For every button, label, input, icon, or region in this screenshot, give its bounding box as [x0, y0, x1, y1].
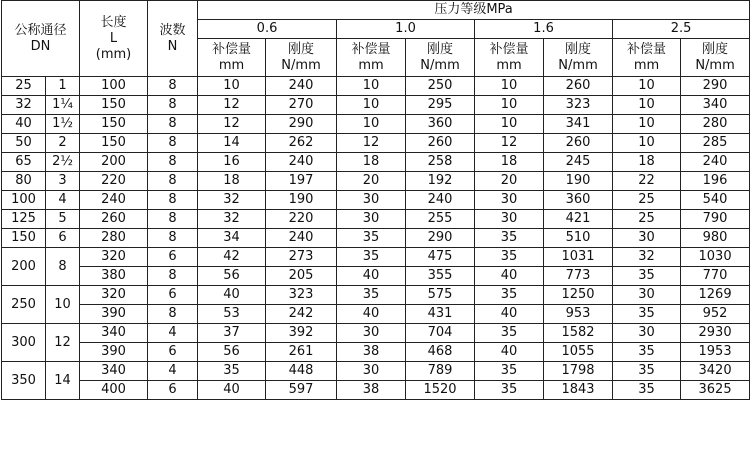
comp-cell: 30	[337, 191, 406, 210]
stiff-header	[544, 39, 613, 77]
waves-cell: 8	[148, 172, 198, 191]
comp-cell: 10	[613, 77, 681, 96]
comp-header	[198, 39, 266, 77]
comp-cell: 10	[475, 77, 544, 96]
stiff-label: 刚度	[702, 41, 729, 57]
length-cell: 320	[80, 248, 148, 267]
table-row	[2, 172, 750, 191]
stiff-cell: 295	[406, 96, 475, 115]
stiff-header	[406, 39, 475, 77]
waves-cell: 8	[148, 305, 198, 324]
table-row	[2, 96, 750, 115]
inch-cell: 2½	[46, 153, 80, 172]
stiff-cell: 468	[406, 343, 475, 362]
stiff-cell: 190	[266, 191, 337, 210]
stiff-cell: 261	[266, 343, 337, 362]
dn-cell: 300	[2, 324, 46, 362]
stiff-cell: 273	[266, 248, 337, 267]
comp-cell: 12	[198, 96, 266, 115]
stiff-unit: N/mm	[558, 57, 598, 73]
stiff-cell: 431	[406, 305, 475, 324]
comp-cell: 35	[613, 305, 681, 324]
table-row	[2, 115, 750, 134]
waves-header-symbol: N	[167, 38, 178, 54]
stiff-cell: 575	[406, 286, 475, 305]
waves-cell: 8	[148, 210, 198, 229]
comp-unit: mm	[358, 57, 384, 73]
dn-cell: 100	[2, 191, 46, 210]
stiff-cell: 1031	[544, 248, 613, 267]
stiff-cell: 290	[406, 229, 475, 248]
stiff-cell: 280	[681, 115, 750, 134]
dn-header-label: 公称通径	[14, 22, 67, 38]
comp-cell: 35	[337, 248, 406, 267]
table-row	[2, 362, 750, 381]
stiff-cell: 980	[681, 229, 750, 248]
comp-cell: 20	[337, 172, 406, 191]
stiff-cell: 1250	[544, 286, 613, 305]
stiff-cell: 3625	[681, 381, 750, 400]
comp-cell: 37	[198, 324, 266, 343]
stiff-cell: 290	[266, 115, 337, 134]
stiff-cell: 240	[266, 77, 337, 96]
comp-cell: 18	[337, 153, 406, 172]
comp-cell: 38	[337, 343, 406, 362]
stiff-cell: 240	[681, 153, 750, 172]
comp-cell: 22	[613, 172, 681, 191]
waves-cell: 8	[148, 96, 198, 115]
comp-header	[475, 39, 544, 77]
stiff-cell: 250	[406, 77, 475, 96]
stiff-cell: 323	[266, 286, 337, 305]
comp-cell: 10	[337, 96, 406, 115]
comp-cell: 30	[613, 229, 681, 248]
comp-cell: 30	[337, 362, 406, 381]
comp-cell: 12	[198, 115, 266, 134]
dn-cell: 150	[2, 229, 46, 248]
length-cell: 240	[80, 191, 148, 210]
pressure-title: 压力等级MPa	[198, 1, 750, 20]
comp-header	[337, 39, 406, 77]
stiff-cell: 340	[681, 96, 750, 115]
table-row	[2, 153, 750, 172]
stiff-cell: 597	[266, 381, 337, 400]
comp-cell: 10	[475, 96, 544, 115]
stiff-cell: 285	[681, 134, 750, 153]
stiff-cell: 789	[406, 362, 475, 381]
inch-cell: 6	[46, 229, 80, 248]
length-cell: 340	[80, 362, 148, 381]
length-cell: 220	[80, 172, 148, 191]
comp-cell: 35	[475, 324, 544, 343]
comp-label: 补偿量	[212, 41, 252, 57]
stiff-cell: 448	[266, 362, 337, 381]
pressure-level: 1.6	[475, 20, 613, 39]
stiff-cell: 260	[406, 134, 475, 153]
comp-cell: 30	[613, 324, 681, 343]
stiff-label: 刚度	[288, 41, 315, 57]
stiff-cell: 270	[266, 96, 337, 115]
length-cell: 280	[80, 229, 148, 248]
length-header-unit: (mm)	[95, 46, 132, 62]
dn-cell: 250	[2, 286, 46, 324]
comp-cell: 35	[475, 248, 544, 267]
stiff-cell: 245	[544, 153, 613, 172]
spec-table	[1, 0, 750, 400]
length-header-label: 长度	[100, 14, 127, 30]
inch-cell: 14	[46, 362, 80, 400]
comp-cell: 10	[337, 115, 406, 134]
comp-cell: 42	[198, 248, 266, 267]
comp-cell: 10	[613, 96, 681, 115]
table-row	[2, 305, 750, 324]
dn-cell: 350	[2, 362, 46, 400]
length-cell: 150	[80, 96, 148, 115]
stiff-cell: 220	[266, 210, 337, 229]
dn-header-unit: DN	[30, 38, 51, 54]
stiff-cell: 790	[681, 210, 750, 229]
stiff-cell: 510	[544, 229, 613, 248]
stiff-cell: 258	[406, 153, 475, 172]
stiff-cell: 1953	[681, 343, 750, 362]
length-header	[80, 1, 148, 77]
comp-cell: 18	[613, 153, 681, 172]
pressure-level: 1.0	[337, 20, 475, 39]
stiff-cell: 355	[406, 267, 475, 286]
comp-cell: 18	[198, 172, 266, 191]
stiff-cell: 262	[266, 134, 337, 153]
table-row	[2, 77, 750, 96]
inch-cell: 4	[46, 191, 80, 210]
stiff-cell: 1269	[681, 286, 750, 305]
dn-cell: 50	[2, 134, 46, 153]
waves-header-label: 波数	[159, 22, 186, 38]
stiff-cell: 953	[544, 305, 613, 324]
comp-cell: 35	[475, 286, 544, 305]
stiff-cell: 323	[544, 96, 613, 115]
pressure-level: 0.6	[198, 20, 337, 39]
dn-cell: 200	[2, 248, 46, 286]
table-row	[2, 286, 750, 305]
table-row	[2, 324, 750, 343]
comp-cell: 30	[475, 210, 544, 229]
waves-cell: 8	[148, 153, 198, 172]
stiff-cell: 260	[544, 134, 613, 153]
table-row	[2, 248, 750, 267]
comp-cell: 32	[198, 191, 266, 210]
inch-cell: 10	[46, 286, 80, 324]
comp-cell: 10	[613, 134, 681, 153]
waves-cell: 8	[148, 191, 198, 210]
comp-cell: 30	[475, 191, 544, 210]
comp-cell: 30	[337, 324, 406, 343]
table-row	[2, 210, 750, 229]
waves-cell: 8	[148, 77, 198, 96]
header-row	[2, 1, 750, 20]
stiff-label: 刚度	[427, 41, 454, 57]
comp-cell: 35	[337, 229, 406, 248]
stiff-cell: 196	[681, 172, 750, 191]
stiff-cell: 952	[681, 305, 750, 324]
inch-cell: 2	[46, 134, 80, 153]
stiff-cell: 197	[266, 172, 337, 191]
comp-cell: 40	[475, 343, 544, 362]
table-row	[2, 343, 750, 362]
stiff-cell: 255	[406, 210, 475, 229]
length-cell: 390	[80, 305, 148, 324]
length-cell: 100	[80, 77, 148, 96]
inch-cell: 8	[46, 248, 80, 286]
stiff-cell: 540	[681, 191, 750, 210]
dn-cell: 32	[2, 96, 46, 115]
comp-cell: 35	[198, 362, 266, 381]
comp-cell: 10	[475, 115, 544, 134]
stiff-cell: 773	[544, 267, 613, 286]
comp-cell: 30	[337, 210, 406, 229]
comp-cell: 32	[198, 210, 266, 229]
waves-cell: 8	[148, 267, 198, 286]
stiff-cell: 1520	[406, 381, 475, 400]
length-cell: 150	[80, 115, 148, 134]
table-row	[2, 134, 750, 153]
comp-cell: 25	[613, 210, 681, 229]
stiff-cell: 392	[266, 324, 337, 343]
comp-cell: 40	[198, 286, 266, 305]
stiff-cell: 242	[266, 305, 337, 324]
comp-cell: 12	[475, 134, 544, 153]
comp-cell: 40	[475, 267, 544, 286]
inch-cell: 3	[46, 172, 80, 191]
table-row	[2, 229, 750, 248]
inch-cell: 1¼	[46, 96, 80, 115]
stiff-unit: N/mm	[695, 57, 735, 73]
length-cell: 320	[80, 286, 148, 305]
stiff-cell: 1582	[544, 324, 613, 343]
comp-unit: mm	[218, 57, 245, 73]
stiff-cell: 475	[406, 248, 475, 267]
comp-cell: 40	[475, 305, 544, 324]
length-cell: 200	[80, 153, 148, 172]
stiff-cell: 421	[544, 210, 613, 229]
waves-cell: 6	[148, 343, 198, 362]
length-cell: 400	[80, 381, 148, 400]
waves-cell: 6	[148, 286, 198, 305]
waves-cell: 4	[148, 324, 198, 343]
stiff-cell: 205	[266, 267, 337, 286]
stiff-header	[681, 39, 750, 77]
waves-cell: 8	[148, 134, 198, 153]
comp-cell: 40	[198, 381, 266, 400]
comp-cell: 10	[198, 77, 266, 96]
comp-cell: 12	[337, 134, 406, 153]
comp-cell: 32	[613, 248, 681, 267]
stiff-cell: 704	[406, 324, 475, 343]
dn-cell: 65	[2, 153, 46, 172]
stiff-cell: 3420	[681, 362, 750, 381]
stiff-cell: 192	[406, 172, 475, 191]
stiff-cell: 1798	[544, 362, 613, 381]
length-cell: 390	[80, 343, 148, 362]
table-row	[2, 381, 750, 400]
comp-cell: 30	[613, 286, 681, 305]
dn-cell: 25	[2, 77, 46, 96]
comp-cell: 53	[198, 305, 266, 324]
comp-cell: 35	[337, 286, 406, 305]
stiff-cell: 240	[266, 229, 337, 248]
stiff-cell: 190	[544, 172, 613, 191]
stiff-cell: 360	[406, 115, 475, 134]
comp-cell: 34	[198, 229, 266, 248]
stiff-cell: 1055	[544, 343, 613, 362]
table-row	[2, 191, 750, 210]
inch-cell: 1	[46, 77, 80, 96]
comp-cell: 35	[613, 362, 681, 381]
comp-cell: 35	[475, 229, 544, 248]
stiff-cell: 290	[681, 77, 750, 96]
comp-cell: 18	[475, 153, 544, 172]
stiff-unit: N/mm	[420, 57, 460, 73]
stiff-cell: 770	[681, 267, 750, 286]
length-cell: 150	[80, 134, 148, 153]
stiff-cell: 1030	[681, 248, 750, 267]
stiff-label: 刚度	[565, 41, 592, 57]
dn-header	[2, 1, 80, 77]
comp-cell: 10	[337, 77, 406, 96]
length-cell: 380	[80, 267, 148, 286]
table-row	[2, 267, 750, 286]
stiff-unit: N/mm	[281, 57, 321, 73]
inch-cell: 12	[46, 324, 80, 362]
stiff-cell: 240	[266, 153, 337, 172]
comp-label: 补偿量	[489, 41, 529, 57]
comp-unit: mm	[633, 57, 660, 73]
comp-cell: 20	[475, 172, 544, 191]
comp-cell: 35	[613, 381, 681, 400]
dn-cell: 125	[2, 210, 46, 229]
comp-cell: 56	[198, 343, 266, 362]
comp-cell: 35	[475, 362, 544, 381]
comp-cell: 35	[475, 381, 544, 400]
waves-cell: 6	[148, 381, 198, 400]
stiff-cell: 360	[544, 191, 613, 210]
length-cell: 260	[80, 210, 148, 229]
comp-cell: 40	[337, 267, 406, 286]
comp-cell: 40	[337, 305, 406, 324]
waves-cell: 8	[148, 115, 198, 134]
comp-cell: 10	[613, 115, 681, 134]
stiff-cell: 240	[406, 191, 475, 210]
waves-cell: 4	[148, 362, 198, 381]
waves-cell: 8	[148, 229, 198, 248]
inch-cell: 1½	[46, 115, 80, 134]
length-cell: 340	[80, 324, 148, 343]
pressure-level: 2.5	[613, 20, 750, 39]
stiff-cell: 1843	[544, 381, 613, 400]
comp-cell: 14	[198, 134, 266, 153]
comp-label: 补偿量	[351, 41, 391, 57]
comp-header	[613, 39, 681, 77]
inch-cell: 5	[46, 210, 80, 229]
comp-cell: 56	[198, 267, 266, 286]
stiff-cell: 260	[544, 77, 613, 96]
comp-unit: mm	[496, 57, 522, 73]
waves-cell: 6	[148, 248, 198, 267]
waves-header	[148, 1, 198, 77]
comp-cell: 16	[198, 153, 266, 172]
comp-cell: 35	[613, 343, 681, 362]
comp-cell: 35	[613, 267, 681, 286]
comp-label: 补偿量	[627, 41, 667, 57]
dn-cell: 40	[2, 115, 46, 134]
stiff-header	[266, 39, 337, 77]
stiff-cell: 2930	[681, 324, 750, 343]
length-header-symbol: L	[109, 30, 118, 46]
dn-cell: 80	[2, 172, 46, 191]
comp-cell: 38	[337, 381, 406, 400]
comp-cell: 25	[613, 191, 681, 210]
stiff-cell: 341	[544, 115, 613, 134]
